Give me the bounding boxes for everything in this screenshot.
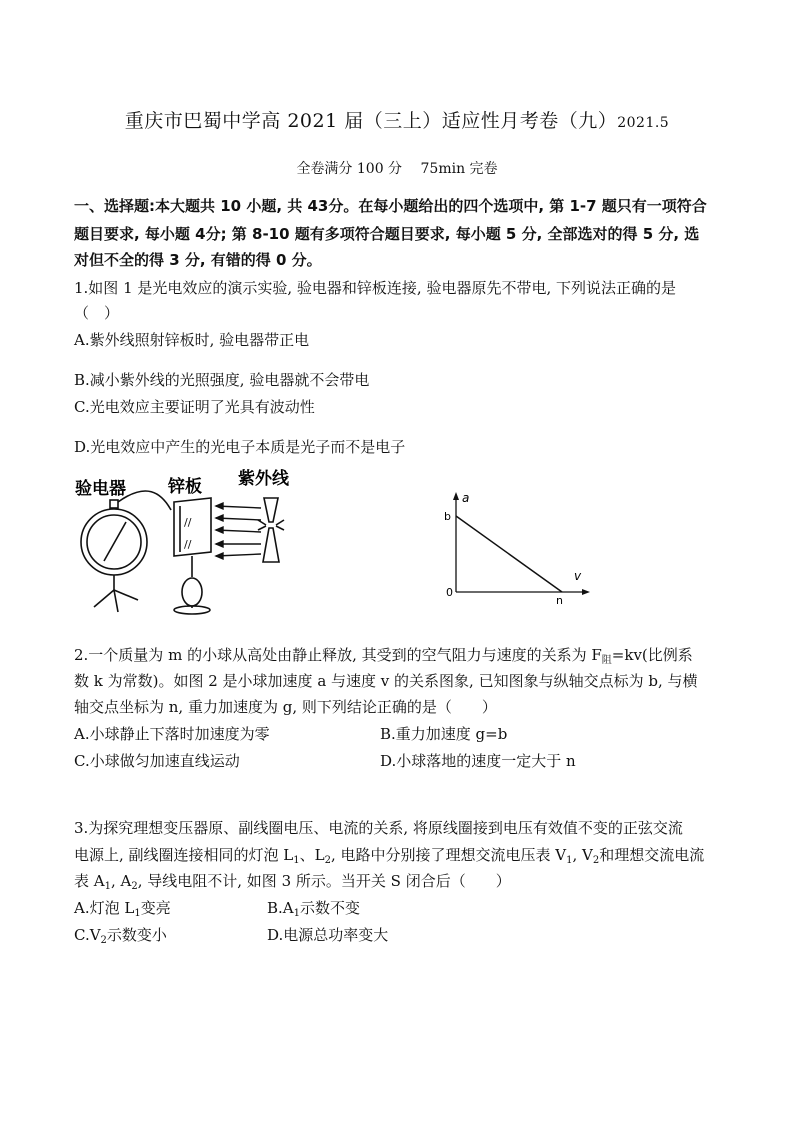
q3-option-a-sub: 1 xyxy=(134,908,141,919)
q3-sub-a2: 2 xyxy=(131,881,138,892)
q3-line3 xyxy=(74,871,734,897)
q3-line3-part3: , 导线电阻不计, 如图 3 所示。当开关 S 闭合后（ ） xyxy=(137,872,511,890)
uv-lamp-drawing xyxy=(258,498,284,562)
q3-line2-part1: 电源上, 副线圈连接相同的灯泡 L xyxy=(74,846,294,864)
exam-title xyxy=(0,106,794,133)
title-text: 重庆市巴蜀中学高 2021 届（三上）适应性月考卷（九） xyxy=(124,110,618,132)
q2-line2: 数 k 为常数)。如图 2 是小球加速度 a 与速度 v 的关系图象, 已知图象与纵轴交点标为 b, 与横 xyxy=(74,672,698,690)
q1-paren: （ ） xyxy=(74,304,120,322)
figure-1-apparatus xyxy=(66,462,316,617)
q3-option-a-text: A.灯泡 L xyxy=(74,899,135,917)
x-axis-label: v xyxy=(574,569,582,583)
q2-subscript-resistance: 阻 xyxy=(601,655,612,666)
q3-line2-part3: , 电路中分别接了理想交流电压表 V xyxy=(331,846,567,864)
a-v-line xyxy=(456,516,562,592)
q3-option-b-tail: 示数不变 xyxy=(300,899,361,917)
q3-sub-v1: 1 xyxy=(566,855,573,866)
q3-line3-part2: , A xyxy=(110,872,132,890)
q3-line2-part2: 、L xyxy=(299,846,325,864)
q2-line3: 轴交点坐标为 n, 重力加速度为 g, 则下列结论正确的是（ ） xyxy=(74,698,497,716)
q3-line2-part4: , V xyxy=(572,846,593,864)
q3-sub-l2: 2 xyxy=(324,855,331,866)
label-ultraviolet: 紫外线 xyxy=(238,469,289,489)
uv-rays-drawing xyxy=(216,503,261,559)
q3-line1: 3.为探究理想变压器原、副线圈电压、电流的关系, 将原线圈接到电压有效值不变的正弦交流 xyxy=(74,819,683,837)
intercept-label-n: n xyxy=(556,594,563,606)
q3-options-row2 xyxy=(74,925,734,951)
q2-option-a: A.小球静止下落时加速度为零 xyxy=(74,725,270,743)
y-axis xyxy=(453,492,459,592)
q1-option-b: B.减小紫外线的光照强度, 验电器就不会带电 xyxy=(74,371,370,389)
q3-option-c-sub: 2 xyxy=(100,935,107,946)
electroscope-drawing xyxy=(81,491,171,612)
section-instructions-line3: 对但不全的得 3 分, 有错的得 0 分。 xyxy=(74,251,322,269)
q3-option-a-tail: 变亮 xyxy=(140,899,171,917)
q3-option-c xyxy=(74,926,167,944)
label-zinc-plate: 锌板 xyxy=(168,477,202,497)
q2-option-b: B.重力加速度 g=b xyxy=(380,725,508,743)
q3-option-c-tail: 示数变小 xyxy=(106,926,167,944)
q3-option-a xyxy=(74,899,171,917)
q1-option-c: C.光电效应主要证明了光具有波动性 xyxy=(74,398,315,416)
svg-text://: // xyxy=(184,516,192,529)
q3-sub-l1: 1 xyxy=(293,855,300,866)
q1-option-d: D.光电效应中产生的光电子本质是光子而不是电子 xyxy=(74,438,406,456)
q2-options-row1 xyxy=(74,724,734,744)
q3-sub-a1: 1 xyxy=(104,881,111,892)
zinc-plate-drawing xyxy=(174,498,211,614)
q2-line1 xyxy=(74,645,734,671)
q3-option-b xyxy=(267,898,360,924)
q2-option-c: C.小球做匀加速直线运动 xyxy=(74,752,240,770)
q2-line1-text: 2.一个质量为 m 的小球从高处由静止释放, 其受到的空气阻力与速度的关系为 F xyxy=(74,646,602,664)
q3-line3-part1: 表 A xyxy=(74,872,105,890)
q3-option-b-sub: 1 xyxy=(293,908,300,919)
q2-option-d: D.小球落地的速度一定大于 n xyxy=(380,752,576,770)
q2-options-row2 xyxy=(74,751,734,771)
q3-option-c-text: C.V xyxy=(74,926,101,944)
q3-sub-v2: 2 xyxy=(592,855,600,866)
q3-line2 xyxy=(74,845,734,871)
origin-label: 0 xyxy=(446,586,453,599)
intercept-label-b: b xyxy=(444,510,451,523)
label-electroscope: 验电器 xyxy=(75,479,126,499)
y-axis-label: a xyxy=(462,491,470,505)
svg-text://: // xyxy=(184,538,192,551)
section-instructions-line2: 题目要求, 每小题 4分; 第 8-10 题有多项符合题目要求, 每小题 5 分, 全部选对的得 5 分, 选 xyxy=(74,225,700,243)
q3-options-row1 xyxy=(74,898,734,924)
q2-line1-tail: =kv(比例系 xyxy=(611,646,693,664)
section-instructions-line1: 一、选择题:本大题共 10 小题, 共 43分。在每小题给出的四个选项中, 第 1-7 题只有一项符合 xyxy=(74,197,707,215)
figure-2-graph xyxy=(438,488,598,606)
q1-option-a: A.紫外线照射锌板时, 验电器带正电 xyxy=(74,331,310,349)
q3-line2-part5: 和理想交流电流 xyxy=(599,846,705,864)
exam-date: 2021.5 xyxy=(617,115,670,131)
q3-option-b-text: B.A xyxy=(267,899,294,917)
exam-subtitle: 全卷满分 100 分 75min 完卷 xyxy=(296,161,498,177)
q1-stem: 1.如图 1 是光电效应的演示实验, 验电器和锌板连接, 验电器原先不带电, 下列说法正确的是 xyxy=(74,279,677,297)
x-axis xyxy=(456,589,590,595)
q3-option-d: D.电源总功率变大 xyxy=(267,926,389,944)
